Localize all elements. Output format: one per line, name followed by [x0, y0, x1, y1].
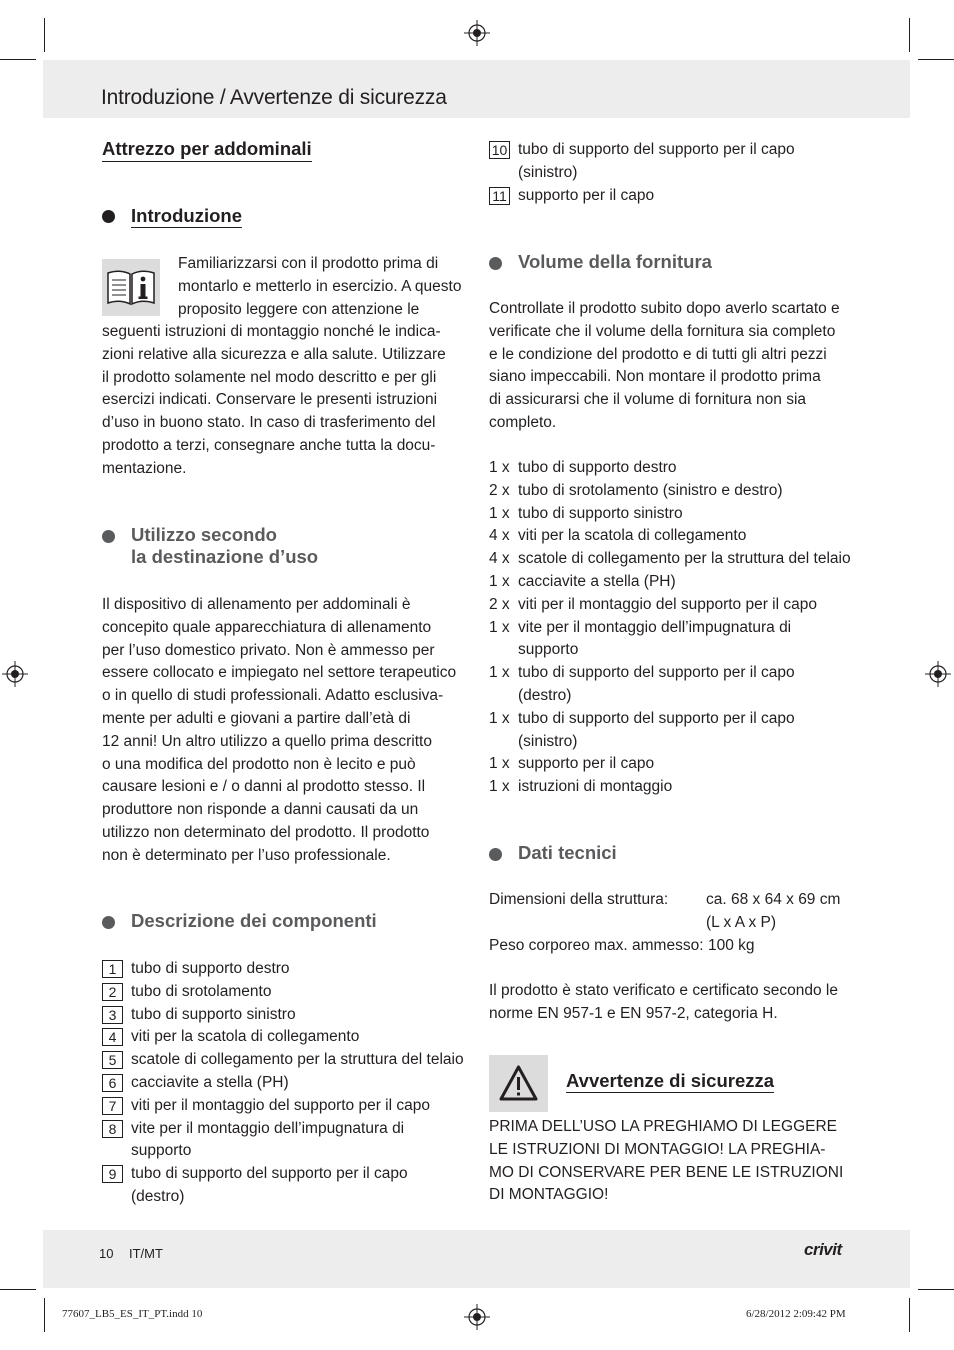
brand-logo: crivit [804, 1240, 842, 1259]
list-item: 2 tubo di srotolamento [102, 981, 464, 1004]
list-item: 1 x supporto per il capo [489, 755, 655, 773]
intro-paragraph-cont: seguenti istruzioni di montaggio nonché le indica- zioni relative alla sicurezza e alla salute. Utilizzare il prodotto solamente nel modo descritto e per gli esercizi indicati. Conservare le presenti istruzioni d’uso in buono stato. In caso di trasferimento del prodotto a terzi, consegnare anche tutta la docu- mentazione. [102, 323, 446, 477]
slug-file: 77607_LB5_ES_IT_PT.indd 10 [62, 1308, 203, 1320]
list-item: 9 tubo di supporto del supporto per il capo (destro) [102, 1163, 464, 1209]
intended-use-heading: Utilizzo secondo la destinazione d’uso [131, 524, 319, 567]
page-number: 10 [99, 1246, 114, 1261]
list-item: 1 tubo di supporto destro [102, 958, 464, 981]
list-item: 1 x vite per il montaggio dell’impugnatura di supporto [489, 618, 792, 659]
crop-mark [44, 18, 45, 52]
tech-cert-paragraph: Il prodotto è stato verificato e certificato secondo le norme EN 957-1 e EN 957-2, categoria H. [489, 982, 838, 1022]
safety-paragraph: PRIMA DELL’USO LA PREGHIAMO DI LEGGERE LE ISTRUZIONI DI MONTAGGIO! LA PREGHIA- MO DI CONSERVARE PER BENE LE ISTRUZIONI DI MONTAGGIO! [489, 1118, 844, 1204]
list-item: 1 x tubo di supporto del supporto per il capo (destro) [489, 664, 795, 704]
crop-mark [0, 1289, 36, 1290]
list-item: 4 viti per la scatola di collegamento [102, 1026, 464, 1049]
supply-paragraph: Controllate il prodotto subito dopo averlo scartato e verificate che il volume della fornitura sia completo e le condizione del prodotto e di tutti gli altri pezzi siano impeccabili. Non montare il prodotto prima di assicurarsi che il volume di fornitura non sia completo. [489, 300, 840, 431]
crop-mark [0, 59, 36, 60]
components-list [102, 958, 464, 1209]
list-item: 4 x viti per la scatola di collegamento [489, 527, 747, 545]
intro-paragraph: Familiarizzarsi con il prodotto prima di montarlo e metterlo in esercizio. A questo proposito leggere con attenzione le [178, 255, 462, 318]
registration-mark-icon [464, 1304, 490, 1330]
footer-band [43, 1230, 910, 1288]
tech-weight-label: Peso corporeo max. ammesso: [489, 937, 704, 954]
warning-icon [489, 1055, 548, 1112]
supply-heading: Volume della fornitura [518, 251, 712, 272]
list-item: 1 x tubo di supporto destro [489, 459, 677, 476]
list-item: 2 x tubo di srotolamento (sinistro e destro) [489, 481, 783, 499]
list-item: 10 tubo di supporto del supporto per il capo (sinistro) [489, 139, 795, 185]
components-heading: Descrizione dei componenti [131, 910, 377, 931]
main-heading: Attrezzo per addominali [102, 138, 312, 162]
page-title: Introduzione / Avvertenze di sicurezza [101, 86, 447, 109]
list-item: 8 vite per il montaggio dell’impugnatura di supporto [102, 1118, 464, 1164]
list-item: 5 scatole di collegamento per la struttura del telaio [102, 1049, 464, 1072]
registration-mark-icon [2, 661, 28, 687]
supply-list [489, 457, 851, 799]
list-item: 3 tubo di supporto sinistro [102, 1004, 464, 1027]
language-code: IT/MT [129, 1246, 163, 1261]
list-item: 1 x cacciavite a stella (PH) [489, 572, 676, 590]
bullet-icon [102, 916, 115, 929]
safety-heading: Avvertenze di sicurezza [566, 1070, 775, 1091]
tech-dim-label: Dimensioni della struttura: [489, 891, 669, 908]
list-item: 4 x scatole di collegamento per la struttura del telaio [489, 550, 851, 568]
registration-mark-icon [925, 661, 951, 687]
components-list-cont [489, 139, 795, 207]
slug-date: 6/28/2012 2:09:42 PM [746, 1308, 846, 1320]
intended-use-paragraph: Il dispositivo di allenamento per addominali è concepito quale apparecchiatura di allenamento per l’uso domestico privato. Non è ammesso per essere collocato e impiegato nel settore terapeutico o in quello di studi professionali. Adatto esclusiva- mente per adulti e giovani a partire dall’età di 12 anni! Un altro utilizzo a quello prima descritto o una modifica del prodotto non è lecito e può causare lesioni e / o danni al prodotto stesso. Il produttore non risponde a danni causati da un utilizzo non determinato del prodotto. Il prodotto non è determinato per l’uso professionale. [102, 596, 457, 864]
list-item: 11 supporto per il capo [489, 185, 795, 208]
crop-mark [918, 1289, 954, 1290]
tech-weight-value: 100 kg [708, 937, 755, 954]
list-item: 2 x viti per il montaggio del supporto per il capo [489, 595, 817, 613]
info-manual-icon [102, 259, 160, 316]
bullet-icon [102, 530, 115, 543]
bullet-icon [489, 257, 502, 270]
tech-dim-note: (L x A x P) [706, 914, 777, 931]
list-item: 1 x tubo di supporto sinistro [489, 504, 683, 522]
list-item: 1 x istruzioni di montaggio [489, 778, 673, 796]
list-item: 7 viti per il montaggio del supporto per il capo [102, 1095, 464, 1118]
crop-mark [909, 1298, 910, 1332]
list-item: 1 x tubo di supporto del supporto per il capo (sinistro) [489, 709, 795, 750]
crop-mark [909, 18, 910, 52]
list-item: 6 cacciavite a stella (PH) [102, 1072, 464, 1095]
bullet-icon [489, 848, 502, 861]
bullet-icon [102, 210, 115, 223]
crop-mark [918, 59, 954, 60]
tech-dim-value: ca. 68 x 64 x 69 cm [706, 891, 841, 908]
intro-heading: Introduzione [131, 205, 242, 226]
crop-mark [44, 1298, 45, 1332]
registration-mark-icon [464, 20, 490, 46]
tech-heading: Dati tecnici [518, 842, 617, 863]
